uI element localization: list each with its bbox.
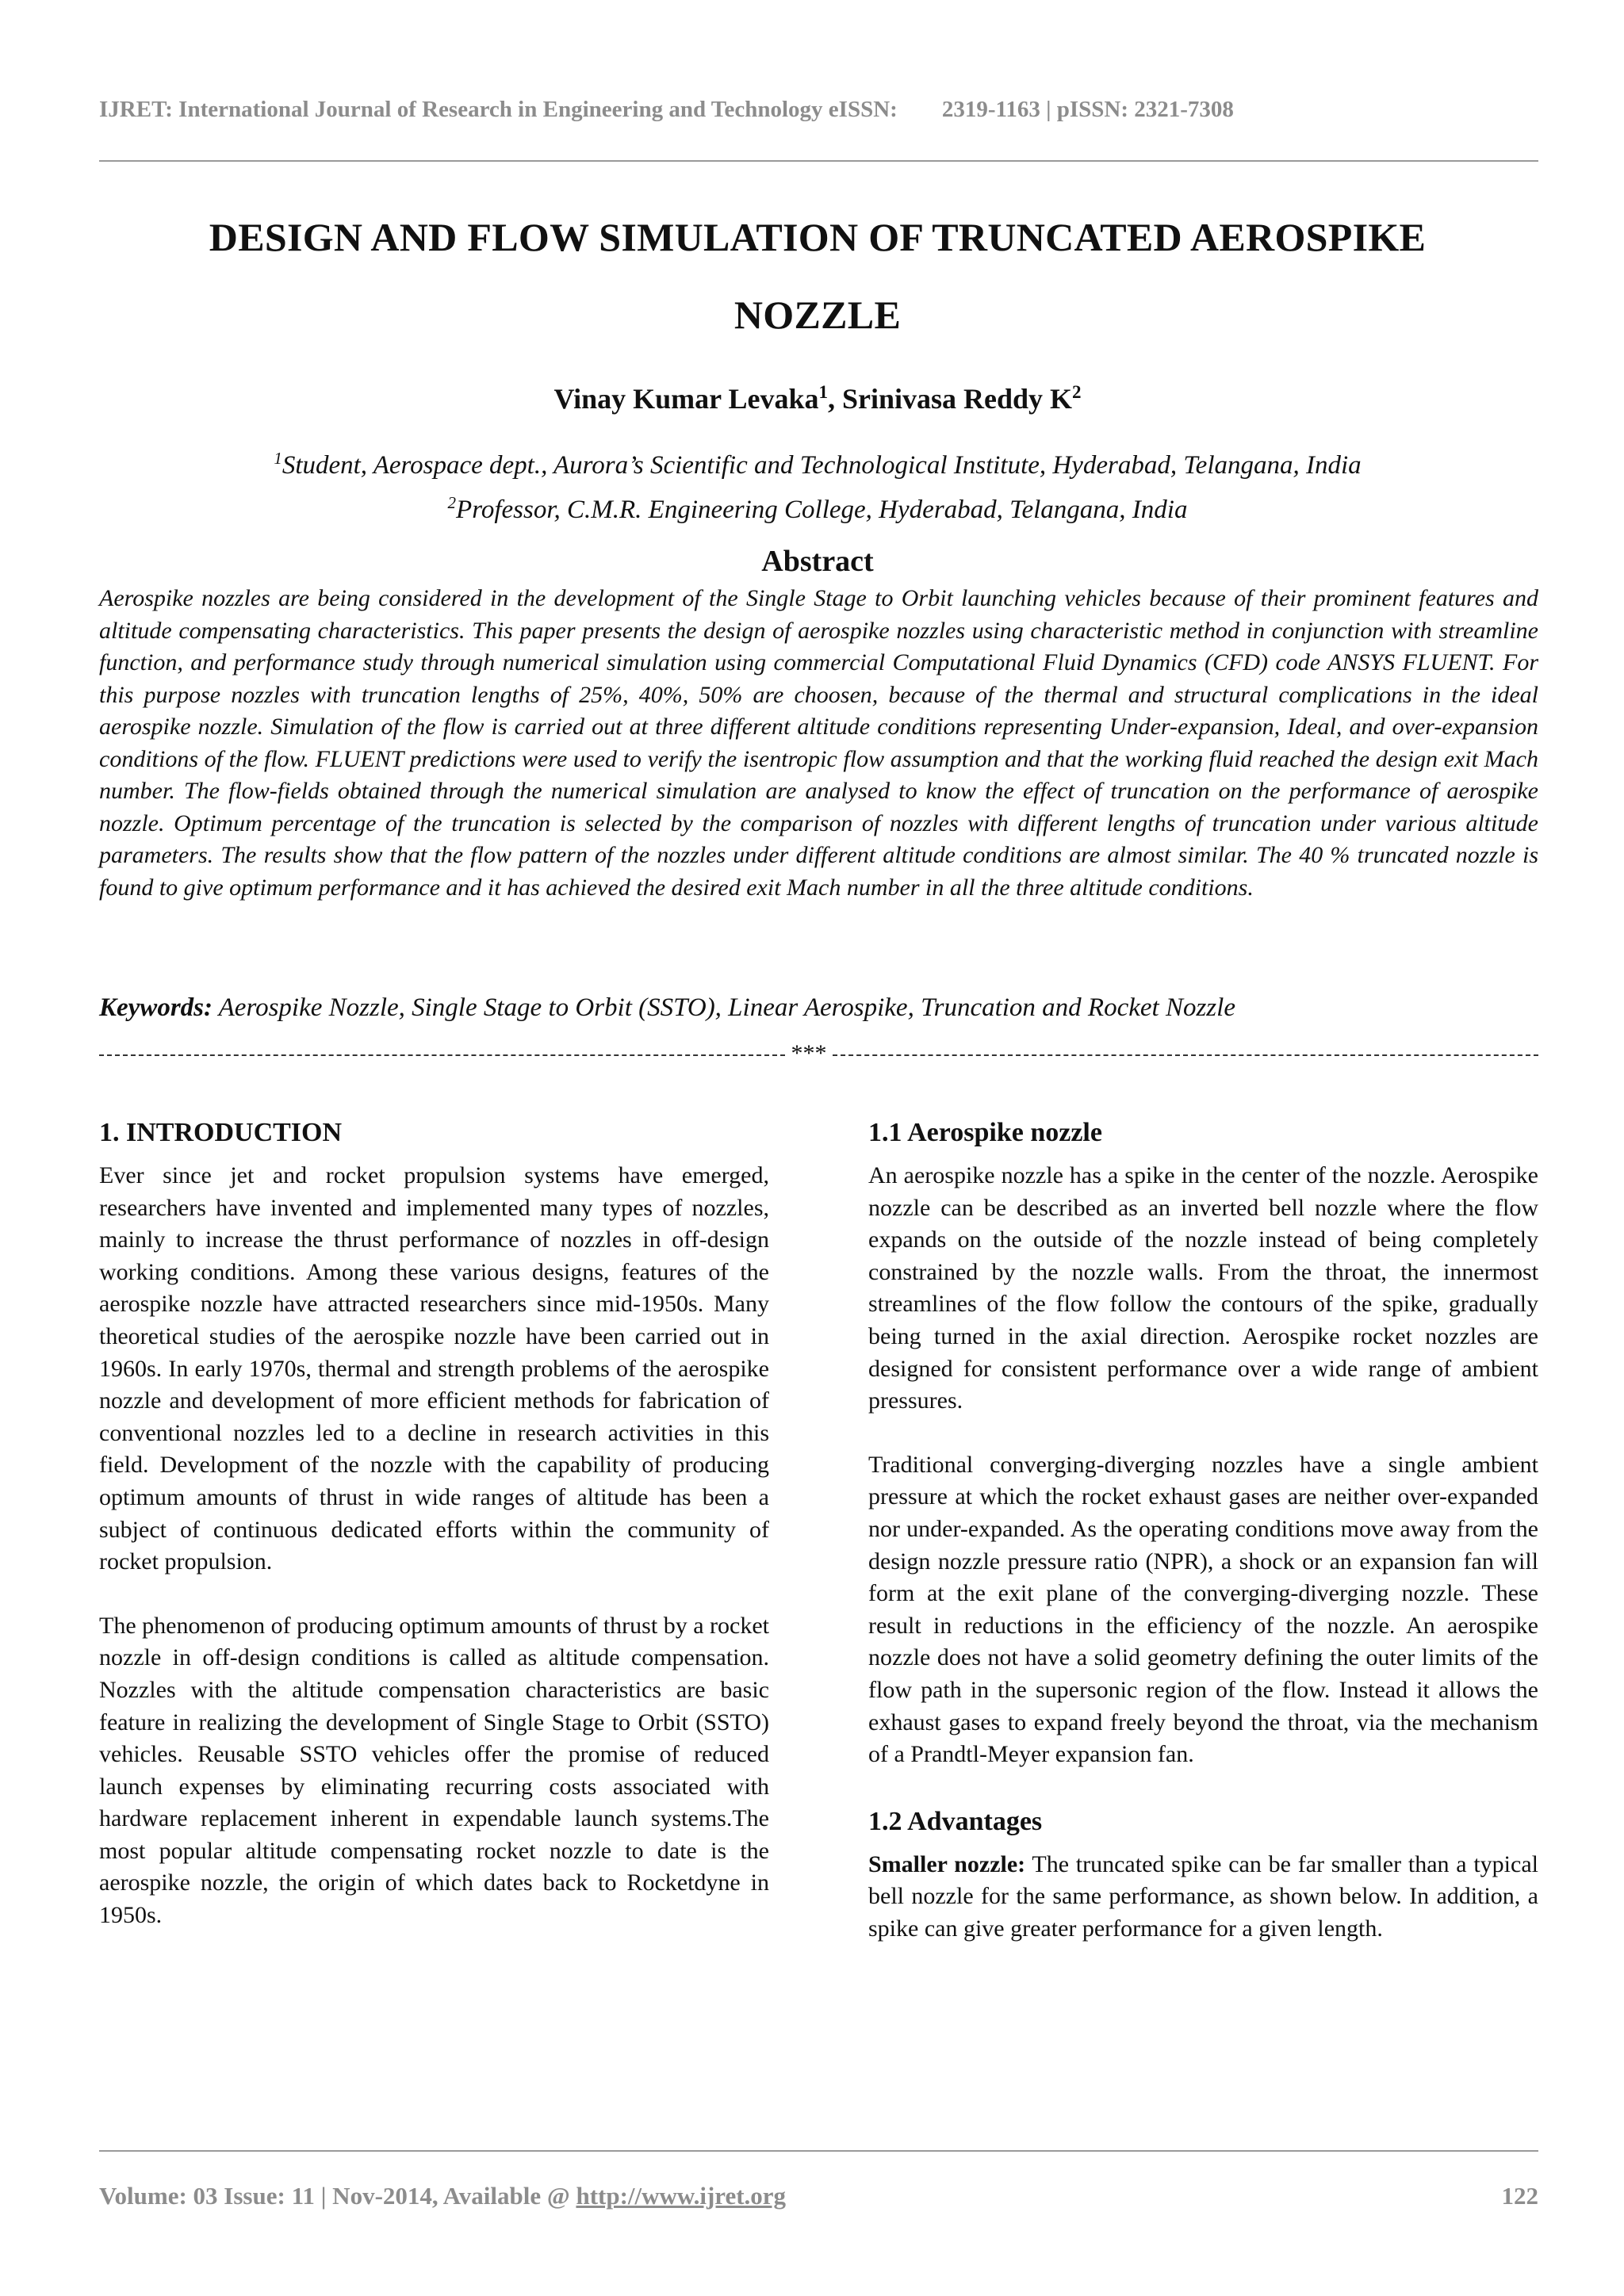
affiliation-1-text: Student, Aerospace dept., Aurora’s Scientific and Technological Institute, Hyderabad, Telangana, India	[282, 451, 1362, 480]
affiliation-1	[99, 440, 1536, 484]
affiliation-2	[99, 484, 1536, 529]
footer-journal-link[interactable]: http://www.ijret.org	[576, 2182, 787, 2210]
aerospike-paragraph-1: An aerospike nozzle has a spike in the center of the nozzle. Aerospike nozzle can be described as an inverted bell nozzle where the flow expands on the outside of the nozzle instead of being completely constrained by the nozzle walls. From the throat, the innermost streamlines of the flow follow the contours of the spike, gradually being turned in the axial direction. Aerospike rocket nozzles are designed for consistent performance over a wide range of ambient pressures.	[868, 1162, 1538, 1414]
title-line-2: NOZZLE	[733, 293, 902, 337]
author-list	[99, 382, 1536, 415]
affiliation-2-text: Professor, C.M.R. Engineering College, Hyderabad, Telangana, India	[456, 496, 1188, 524]
journal-header	[99, 97, 1536, 123]
aerospike-heading: 1.1 Aerospike nozzle	[868, 1118, 1102, 1147]
keywords-line	[99, 993, 1538, 1023]
affiliation-1-mark: 1	[274, 449, 282, 468]
section-separator	[99, 1040, 1538, 1066]
keywords-label: Keywords:	[99, 993, 213, 1022]
separator-stars: ***	[791, 1040, 827, 1066]
separator-dash-left	[99, 1054, 785, 1056]
author-1: Vinay Kumar Levaka	[553, 383, 819, 415]
page-footer	[99, 2182, 1538, 2210]
introduction-paragraph-2: The phenomenon of producing optimum amounts of thrust by a rocket nozzle in off-design conditions is called as altitude compensation. Nozzles with the altitude compensation characteristics are basic feature in realizing the development of Single Stage to Orbit (SSTO) vehicles. Reusable SSTO vehicles offer the promise of reduced launch expenses by eliminating recurring costs associated with hardware replacement inherent in expendable launch systems.The most popular altitude compensating rocket nozzle to date is the aerospike nozzle, the origin of which dates back to Rocketdyne in 1950s.	[99, 1612, 769, 1929]
abstract-heading: Abstract	[761, 545, 874, 578]
journal-issn: 2319-1163 | pISSN: 2321-7308	[941, 97, 1234, 122]
left-column	[99, 1114, 769, 1964]
author-2-affil-mark: 2	[1072, 382, 1082, 402]
affiliation-2-mark: 2	[447, 493, 457, 512]
introduction-heading: 1. INTRODUCTION	[99, 1118, 343, 1147]
affiliations	[99, 440, 1536, 529]
aerospike-paragraph-2: Traditional converging-diverging nozzles have a single ambient pressure at which the rocket exhaust gases are neither over-expanded nor under-expanded. As the operating conditions move away from the design nozzle pressure ratio (NPR), a shock or an expansion fan will form at the exit plane of the converging-diverging nozzle. These result in reductions in the efficiency of the nozzle. An aerospike nozzle does not have a solid geometry defining the outer limits of the flow path in the supersonic region of the flow. Instead it allows the exhaust gases to expand freely beyond the throat, via the mechanism of a Prandtl-Meyer expansion fan.	[868, 1451, 1538, 1768]
advantages-text: The truncated spike can be far smaller than a typical bell nozzle for the same performance, as shown below. In addition, a spike can give greater performance for a given length.	[868, 1850, 1538, 1942]
advantages-paragraph	[868, 1849, 1538, 1946]
footer-divider	[99, 2150, 1538, 2152]
title-line-1: DESIGN AND FLOW SIMULATION OF TRUNCATED AEROSPIKE	[209, 215, 1427, 259]
keywords-text: Aerospike Nozzle, Single Stage to Orbit (SSTO), Linear Aerospike, Truncation and Rocket Nozzle	[213, 993, 1235, 1022]
author-2: Srinivasa Reddy K	[841, 383, 1073, 415]
author-separator: ,	[827, 383, 842, 415]
separator-dash-right	[833, 1054, 1538, 1056]
right-column	[868, 1114, 1538, 1976]
journal-name: IJRET: International Journal of Research in Engineering and Technology eISSN:	[99, 97, 898, 122]
advantages-lead: Smaller nozzle:	[868, 1850, 1026, 1877]
abstract-text: Aerospike nozzles are being considered in the development of the Single Stage to Orbit launching vehicles because of their prominent features and altitude compensating characteristics. This paper presents the design of aerospike nozzles using characteristic method in conjunction with streamline function, and performance study through numerical simulation using commercial Computational Fluid Dynamics (CFD) code ANSYS FLUENT. For this purpose nozzles with truncation lengths of 25%, 40%, 50% are choosen, because of the thermal and structural complications in the ideal aerospike nozzle. Simulation of the flow is carried out at three different altitude conditions representing Under-expansion, Ideal, and over-expansion conditions of the flow. FLUENT predictions were used to verify the isentropic flow assumption and that the working fluid reached the design exit Mach number. The flow-fields obtained through the numerical simulation are analysed to know the effect of truncation on the performance of aerospike nozzle. Optimum percentage of the truncation is selected by the comparison of nozzles with different lengths of truncation under various altitude parameters. The results show that the flow pattern of the nozzles under different altitude conditions are almost similar. The 40 % truncated nozzle is found to give optimum performance and it has achieved the desired exit Mach number in all the three altitude conditions.	[99, 585, 1538, 901]
author-1-affil-mark: 1	[818, 382, 828, 402]
page-number: 122	[1501, 2182, 1538, 2210]
paper-title	[99, 198, 1536, 354]
header-divider	[99, 160, 1538, 162]
advantages-heading: 1.2 Advantages	[868, 1806, 1043, 1836]
footer-volume-info: Volume: 03 Issue: 11 | Nov-2014, Available @	[99, 2182, 576, 2210]
introduction-paragraph-1: Ever since jet and rocket propulsion systems have emerged, researchers have invented and implemented many types of nozzles, mainly to increase the thrust performance of nozzles in off-design working conditions. Among these various designs, features of the aerospike nozzle have attracted researchers since mid-1950s. Many theoretical studies of the aerospike nozzle have been carried out in 1960s. In early 1970s, thermal and strength problems of the aerospike nozzle and development of more efficient methods for fabrication of conventional nozzles led to a decline in research activities in this field. Development of the nozzle with the capability of producing optimum amounts of thrust in wide ranges of altitude has been a subject of continuous dedicated efforts within the community of rocket propulsion.	[99, 1162, 769, 1575]
